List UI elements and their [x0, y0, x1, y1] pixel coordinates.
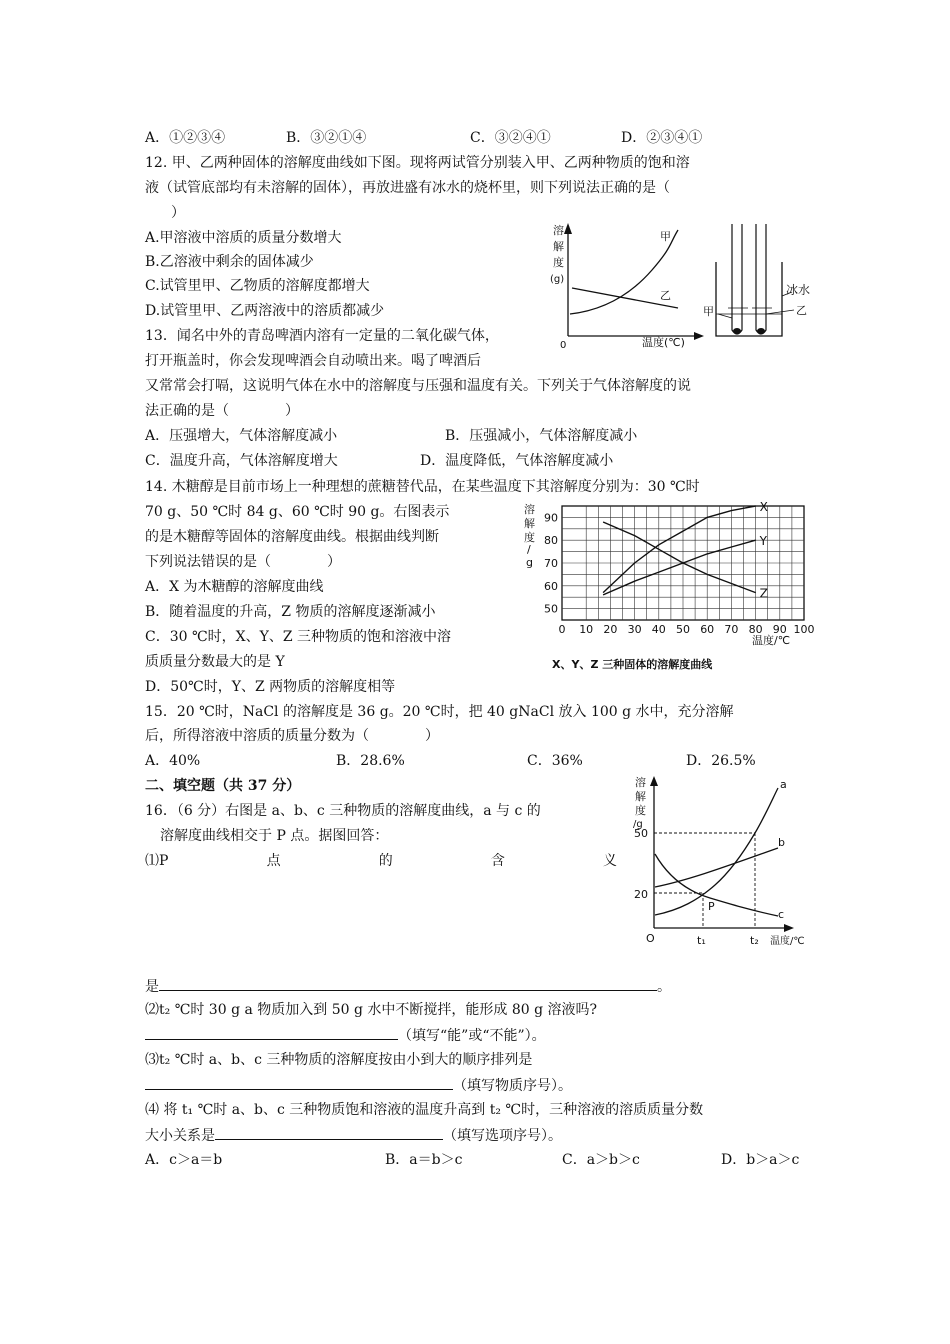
fig16-t1: t₁ [697, 934, 706, 947]
q16-part1-tail: 是 [145, 979, 159, 995]
q14-line1: 14. 木糖醇是目前市场上一种理想的蔗糖替代品，在某些温度下其溶解度分别为：30 ℃时 [145, 479, 700, 495]
q16-part2-hint: （填写“能”或“不能”）。 [398, 1028, 546, 1044]
fig16-label-a: a [780, 778, 787, 791]
q12-stem-line3: ） [171, 205, 185, 221]
fig14-x-tick: 40 [651, 623, 666, 636]
q15-line1: 15．20 ℃时，NaCl 的溶解度是 36 g。20 ℃时，把 40 gNaCl 放入 100 g 水中，充分溶解 [145, 704, 734, 720]
q16-part4-hint: （填写选项序号）。 [443, 1128, 562, 1144]
fig14-ylabel-4: / [527, 543, 531, 556]
fig12-xlabel: 温度(℃) [642, 336, 685, 349]
fig16-y-arrow [650, 776, 658, 786]
fig14-series-label-x: X [759, 500, 768, 514]
q11-option-a: A．①②③④ [145, 130, 226, 146]
q11-option-c: C．③②④① [470, 130, 551, 146]
q14-option-c-line2: 质质量分数最大的是 Y [145, 654, 285, 670]
q14-line2: 70 g、50 ℃时 84 g、60 ℃时 90 g。右图表示 [145, 504, 450, 520]
fig14-series-label-y: Y [759, 534, 767, 549]
fig14-x-tick: 100 [793, 623, 815, 636]
q16-part3-line1: ⑶t₂ ℃时 a、b、c 三种物质的溶解度按由小到大的顺序排列是 [145, 1052, 533, 1068]
fig12-x-arrow [694, 332, 704, 340]
fig16-label-p: P [708, 900, 715, 913]
fig14-x-tick: 80 [748, 623, 763, 636]
q16-part1-word-4: 含 [490, 853, 505, 869]
fig14-ylabel-5: g [526, 556, 533, 569]
q16-option-d: D．b＞a＞c [721, 1152, 800, 1168]
fig12-solid-jia [733, 328, 741, 334]
q16-option-b: B．a＝b＞c [385, 1152, 463, 1168]
q16-part1-answer-line [145, 976, 671, 997]
q16-part1-end: 。 [657, 979, 671, 995]
q12-figure [520, 218, 820, 350]
q16-part2-answer-line [145, 1025, 546, 1046]
q13-option-d: D．温度降低，气体溶解度减小 [420, 453, 614, 469]
q16-part4-blank[interactable] [215, 1125, 443, 1140]
fig14-ylabel-3: 度 [524, 531, 535, 544]
q12-option-c: C.试管里甲、乙物质的溶解度都增大 [145, 278, 370, 294]
q16-part4-line1: ⑷ 将 t₁ ℃时 a、b、c 三种物质饱和溶液的温度升高到 t₂ ℃时，三种溶液的溶质质量分数 [145, 1102, 704, 1118]
q16-part1-word-5: 义 [602, 853, 617, 869]
fig14-x-tick: 0 [558, 623, 566, 636]
q16-part1-blank[interactable] [159, 976, 657, 991]
q14-line4: 下列说法错误的是（ ） [145, 554, 341, 570]
q12-option-b: B.乙溶液中剩余的固体减少 [145, 254, 314, 270]
q15-option-a: A．40% [145, 753, 201, 769]
fig12-tube-label-yi: 乙 [796, 304, 807, 317]
fig14-series-x [603, 506, 756, 593]
fig16-y-50: 50 [634, 827, 648, 840]
fig14-y-tick: 50 [544, 602, 558, 616]
fig14-x-tick: 30 [627, 623, 642, 636]
q16-line2: 溶解度曲线相交于 P 点。据图回答： [160, 828, 389, 844]
fig14-ylabel-1: 溶 [524, 503, 535, 516]
fig14-x-tick: 20 [603, 623, 618, 636]
q13-line2: 打开瓶盖时，你会发现啤酒会自动喷出来。喝了啤酒后 [145, 353, 481, 369]
q13-option-c: C．温度升高，气体溶解度增大 [145, 453, 338, 469]
q16-part1-word-2: 点 [266, 853, 281, 869]
q14-line3: 的是木糖醇等固体的溶解度曲线。根据曲线判断 [145, 529, 439, 545]
fig16-label-b: b [778, 836, 785, 849]
q16-option-c: C．a＞b＞c [562, 1152, 640, 1168]
q14-option-c-line1: C．30 ℃时，X、Y、Z 三种物质的饱和溶液中溶 [145, 629, 452, 645]
q16-part2-blank[interactable] [145, 1025, 398, 1040]
fig16-t2: t₂ [750, 934, 759, 947]
fig14-x-tick: 10 [579, 623, 594, 636]
fig16-curve-a [655, 788, 778, 915]
fig16-ylabel-1: 溶 [635, 776, 646, 789]
q16-part1-word-3: 的 [378, 853, 393, 869]
q12-option-a: A.甲溶液中溶质的质量分数增大 [145, 230, 342, 246]
q14-chart [518, 500, 818, 675]
fig12-beaker [716, 262, 782, 336]
fig12-tube-yi [756, 224, 766, 334]
fig12-tube-jia [732, 224, 742, 334]
fig16-y-20: 20 [634, 888, 648, 901]
fig16-ylabel-2: 解 [635, 790, 646, 803]
fig14-y-tick: 80 [544, 534, 558, 548]
q16-part4-prefix: 大小关系是 [145, 1128, 215, 1144]
q12-stem-line1: 12. 甲、乙两种固体的溶解度曲线如下图。现将两试管分别装入甲、乙两种物质的饱和溶 [145, 155, 690, 171]
fig12-solid-yi [757, 328, 765, 334]
q15-line2: 后，所得溶液中溶质的质量分数为（ ） [145, 728, 439, 744]
fig12-ylabel-4: (g) [550, 274, 565, 285]
fig16-curve-c [655, 854, 778, 916]
fig14-ylabel-2: 解 [524, 517, 535, 530]
q16-part1-line [145, 851, 617, 871]
fig14-x-tick: 70 [724, 623, 739, 636]
fig12-ice-water: 冰水 [786, 283, 811, 297]
fig12-ylabel-2: 解 [553, 240, 564, 253]
fig16-ylabel-3: 度 [635, 804, 646, 817]
fig12-origin: 0 [560, 340, 567, 350]
fig12-label-yi: 乙 [660, 289, 671, 302]
q15-option-d: D．26.5% [686, 753, 756, 769]
q16-part1-word-1: ⑴P [145, 853, 169, 869]
fig16-origin: O [646, 932, 655, 945]
fig16-ylabel-4: /g [633, 819, 643, 830]
section2-title: 二、填空题（共 37 分） [145, 778, 301, 794]
fig14-x-tick: 50 [676, 623, 690, 636]
q15-option-b: B．28.6% [336, 753, 405, 769]
q14-option-d: D．50℃时，Y、Z 两物质的溶解度相等 [145, 679, 396, 695]
fig12-ylabel-1: 溶 [553, 224, 564, 237]
q16-option-a: A．c＞a＝b [145, 1152, 223, 1168]
fig12-pointer-yi [766, 310, 794, 314]
q16-part3-hint: （填写物质序号）。 [453, 1078, 572, 1094]
q15-option-c: C．36% [527, 753, 583, 769]
q12-option-d: D.试管里甲、乙两溶液中的溶质都减少 [145, 303, 385, 319]
q13-option-b: B．压强减小，气体溶解度减小 [445, 428, 638, 444]
q13-line3: 又常常会打嗝，这说明气体在水中的溶解度与压强和温度有关。下列关于气体溶解度的说 [145, 378, 691, 394]
fig14-series-label-z: Z [759, 586, 768, 601]
q11-option-d: D．②③④① [621, 130, 703, 146]
fig14-x-tick: 60 [700, 623, 715, 636]
q11-option-b: B．③②①④ [286, 130, 367, 146]
fig12-y-arrow [564, 223, 572, 234]
q13-line1: 13．闻名中外的青岛啤酒内溶有一定量的二氧化碳气体， [145, 328, 499, 344]
fig14-y-tick: 60 [544, 579, 558, 593]
q16-part4-answer-line [145, 1125, 562, 1146]
fig12-tube-label-jia: 甲 [703, 305, 714, 318]
fig16-curve-b [655, 848, 778, 887]
q16-part2-line1: ⑵t₂ ℃时 30 g a 物质加入到 50 g 水中不断搅拌，能形成 80 g 溶液吗? [145, 1002, 598, 1018]
q14-option-b: B．随着温度的升高，Z 物质的溶解度逐渐减小 [145, 604, 436, 620]
fig12-pointer-jia [718, 314, 732, 318]
q14-option-a: A．X 为木糖醇的溶解度曲线 [145, 579, 324, 595]
fig14-xlabel: 温度/℃ [752, 634, 791, 647]
fig12-label-jia: 甲 [660, 230, 671, 243]
fig12-ylabel-3: 度 [553, 256, 564, 269]
q16-part3-blank[interactable] [145, 1075, 453, 1090]
q16-part3-answer-line [145, 1075, 572, 1096]
fig14-x-tick: 90 [772, 623, 787, 636]
fig14-y-tick: 90 [544, 511, 558, 525]
q16-line1: 16．（6 分）右图是 a、b、c 三种物质的溶解度曲线，a 与 c 的 [145, 803, 541, 819]
q13-option-a: A．压强增大，气体溶解度减小 [145, 428, 338, 444]
q16-figure [630, 770, 815, 950]
fig16-xlabel: 温度/℃ [770, 936, 805, 947]
fig14-series-y [603, 540, 756, 595]
fig16-x-arrow [784, 924, 794, 932]
fig14-caption: X、Y、Z 三种固体的溶解度曲线 [552, 658, 713, 671]
fig14-y-tick: 70 [544, 557, 558, 570]
fig16-label-c: c [778, 908, 785, 921]
q12-stem-line2: 液（试管底部均有未溶解的固体），再放进盛有冰水的烧杯里，则下列说法正确的是（ [145, 180, 670, 196]
q13-line4: 法正确的是（ ） [145, 403, 299, 419]
